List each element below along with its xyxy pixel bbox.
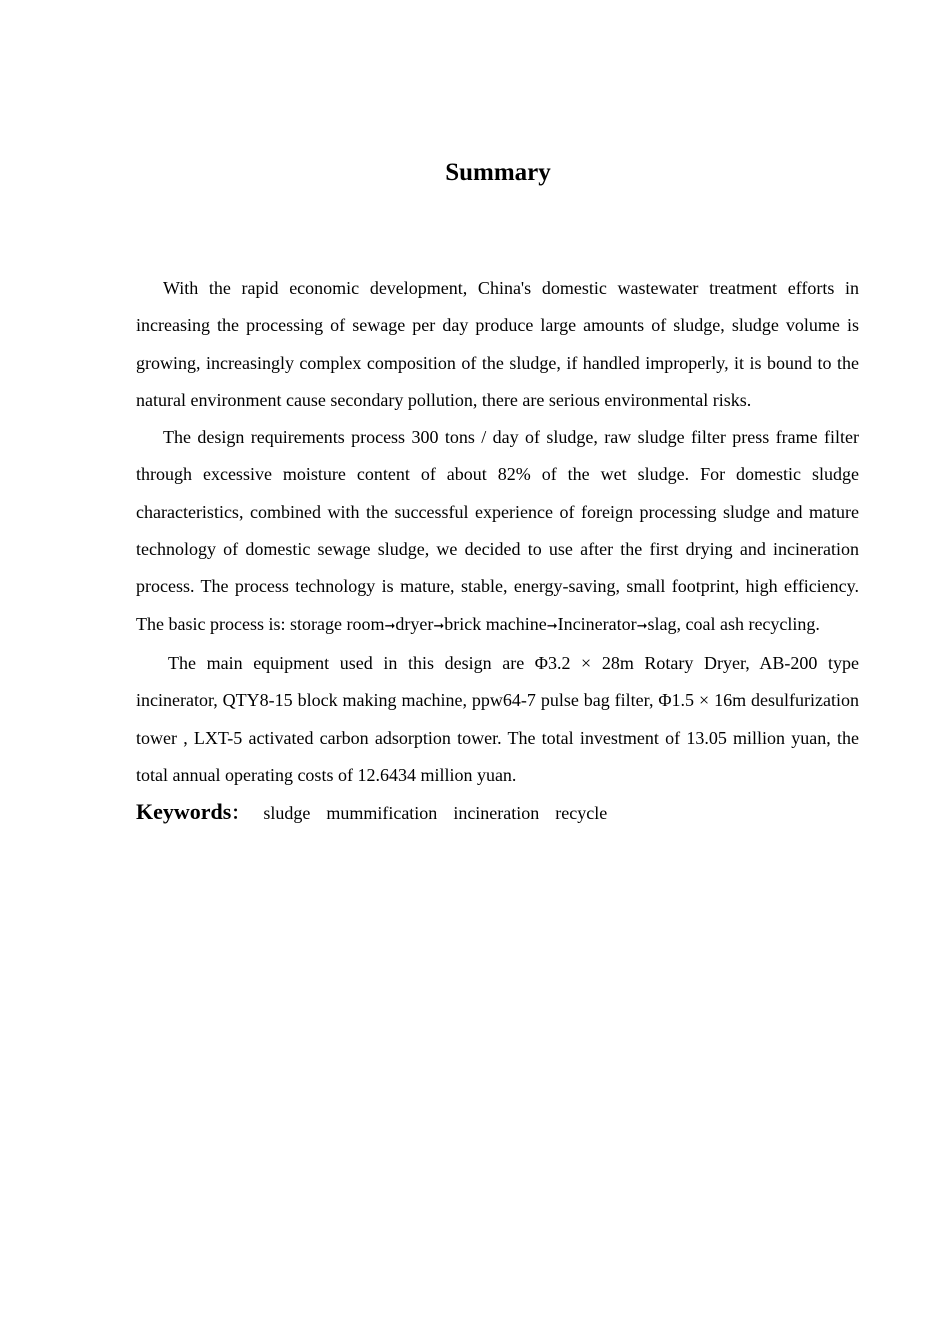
process-step-slag: slag, coal ash recycling. — [647, 613, 820, 634]
process-step-brick-machine: brick machine — [444, 613, 547, 634]
keywords-line — [136, 794, 859, 831]
page-title: Summary — [445, 159, 551, 186]
paragraph-3: The main equipment used in this design are Φ3.2 × 28m Rotary Dryer, AB-200 type incinerator, QTY8-15 block making machine, ppw64-7 pulse bag filter, Φ1.5 × 16m desulfurization tower , LXT-5 activated carbon adsorption tower. The total investment of 13.05 million yuan, the total annual operating costs of 12.6434 million yuan. — [136, 652, 859, 785]
keyword-item: incineration — [453, 803, 540, 824]
keyword-item: sludge — [263, 803, 311, 824]
arrow-icon: ➞ — [384, 618, 396, 634]
arrow-icon: ➞ — [433, 618, 445, 634]
paragraph-2 — [136, 419, 859, 645]
paragraph-2-main: The design requirements process 300 tons / day of sludge, raw sludge filter press frame filter through excessive moisture content of about 82% of the wet sludge. For domestic sludge characteristics, combined with the successful experience of foreign processing sludge and mature technology of domestic sewage sludge, we decided to use after the first drying and incineration process. The process technology is mature, stable, energy-saving, small footprint, high efficiency. The basic process is: — [136, 427, 859, 634]
arrow-icon: ➞ — [546, 618, 558, 634]
summary-body — [136, 270, 859, 831]
process-step-incinerator: Incinerator — [557, 613, 637, 634]
keywords-label: Keywords — [136, 799, 232, 825]
arrow-icon: ➞ — [636, 618, 648, 634]
keyword-item: mummification — [326, 803, 438, 824]
process-step-storage-room: storage room — [289, 613, 385, 634]
keyword-item: recycle — [555, 803, 608, 824]
paragraph-1: With the rapid economic development, China's domestic wastewater treatment efforts in increasing the processing of sewage per day produce large amounts of sludge, sludge volume is growing, increasingly complex composition of the sludge, if handled improperly, it is bound to the natural environment cause secondary pollution, there are serious environmental risks. — [136, 278, 859, 410]
keywords-colon: ： — [231, 803, 250, 824]
process-step-dryer: dryer — [395, 613, 434, 634]
